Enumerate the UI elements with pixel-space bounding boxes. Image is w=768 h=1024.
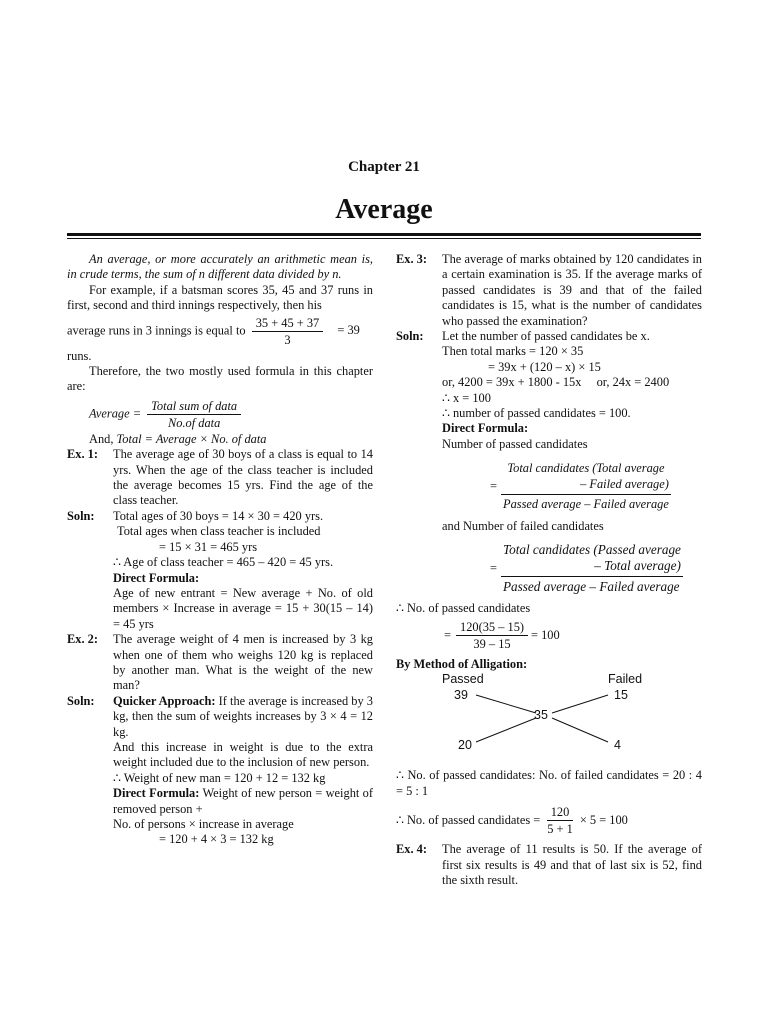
- final-passed-line: [396, 805, 702, 836]
- average-runs-prefix: average runs in 3 innings is equal to: [67, 322, 246, 337]
- solution-2-direct-formula: [113, 786, 373, 817]
- title-rule-thick: [67, 233, 701, 236]
- solution-3: [396, 329, 702, 344]
- example-3: [396, 252, 702, 329]
- solution-1-line: ∴ Age of class teacher = 465 – 420 = 45 yrs.: [113, 555, 334, 570]
- formula-passed-denominator: Passed average – Failed average: [503, 497, 669, 512]
- final-passed-prefix: ∴ No. of passed candidates =: [396, 812, 541, 827]
- solution-3-calc-fraction: [456, 620, 528, 651]
- solution-1-label: Soln:: [67, 508, 95, 523]
- example-4-text: The average of 11 results is 50. If the average of first six results is 49 and that of last six is 52, find the sixth result.: [442, 842, 702, 887]
- solution-2: [67, 694, 373, 848]
- formula-failed-numerator-line1: Total candidates (Passed average: [503, 542, 681, 558]
- formula-total-prefix: And,: [89, 431, 114, 446]
- formula-passed-numerator-line1: Total candidates (Total average: [507, 461, 665, 476]
- alligation-failed-label: Failed: [608, 672, 643, 687]
- final-passed-denominator: 5 + 1: [547, 822, 573, 837]
- solution-3-passed-label: Number of passed candidates: [442, 436, 588, 451]
- example-1-text: The average age of 30 boys of a class is equal to 14 yrs. When the age of the class teacher is included the average becomes 15 yrs. Find the age of the class teacher.: [113, 447, 373, 508]
- solution-1-line: Total ages of 30 boys = 14 × 30 = 420 yrs.: [113, 508, 324, 523]
- solution-1-line: Total ages when class teacher is included: [117, 524, 321, 539]
- average-runs-denominator: 3: [284, 332, 291, 347]
- formula-failed-numerator-line2: – Total average): [594, 558, 681, 574]
- formula-failed: = Total candidates (Passed average – Total average) Passed average – Failed average: [490, 542, 681, 595]
- solution-3-continued: [396, 344, 702, 594]
- example-1: [67, 447, 373, 509]
- solution-3-direct-formula-label: Direct Formula:: [442, 421, 529, 436]
- solution-1-body: [113, 509, 373, 632]
- example-4-label: Ex. 4:: [396, 842, 427, 857]
- formula-average-numerator: Total sum of data: [147, 399, 241, 415]
- solution-1: [67, 509, 373, 632]
- alligation-bottom-left-value: 20: [458, 738, 472, 753]
- example-2-label: Ex. 2:: [67, 632, 98, 647]
- solution-3-body: [442, 329, 702, 344]
- right-column: [396, 252, 702, 888]
- solution-1-direct-formula-label: Direct Formula:: [113, 570, 200, 585]
- formula-average: [89, 399, 373, 430]
- example-2-text: The average weight of 4 men is increased by 3 kg when one of them who weighs 120 kg is replaced by another man. What is the weight of the new man?: [113, 632, 373, 693]
- alligation-line-bottom-right: [552, 718, 608, 742]
- alligation-failed-value: 15: [614, 688, 628, 703]
- solution-3-calc-denominator: 39 – 15: [473, 636, 511, 651]
- average-runs-numerator: 35 + 45 + 37: [252, 316, 324, 332]
- solution-1-direct-formula-text: Age of new entrant = New average + No. of old members × Increase in average = 15 + 30(15 – 14) = 45 yrs: [113, 585, 373, 631]
- solution-3-line2: Then total marks = 120 × 35: [442, 344, 584, 359]
- alligation-diagram: [396, 672, 643, 768]
- solution-2-quicker-text: If the average is increased by 3 kg, then the sum of weights increases by 3 × 4 = 12 kg.: [113, 693, 373, 739]
- alligation-passed-value: 39: [454, 688, 468, 703]
- formula-failed-fraction: [501, 542, 683, 594]
- solution-2-weight-line: ∴ Weight of new man = 120 + 12 = 132 kg: [113, 770, 326, 785]
- solution-2-direct-formula-label: Direct Formula:: [113, 786, 200, 801]
- solution-3-line4: [442, 375, 702, 390]
- solution-2-direct-formula-text: Weight of new person = weight of removed person +: [113, 786, 373, 816]
- alligation-title: By Method of Alligation:: [396, 656, 528, 671]
- formula-average-denominator: No.of data: [167, 415, 221, 430]
- final-passed-fraction: [543, 805, 577, 836]
- example-paragraph: For example, if a batsman scores 35, 45 and 37 runs in first, second and third innings respectively, then his: [67, 282, 373, 313]
- formula-passed-numerator-line2: – Failed average): [580, 477, 669, 492]
- solution-3-line3: = 39x + (120 – x) × 15: [488, 359, 601, 374]
- solution-3-line6: ∴ number of passed candidates = 100.: [442, 406, 631, 421]
- ratio-text: ∴ No. of passed candidates: No. of failed candidates = 20 : 4 = 5 : 1: [396, 768, 702, 798]
- solution-2-label: Soln:: [67, 693, 95, 708]
- average-runs-result: = 39: [337, 322, 360, 337]
- final-passed-numerator: 120: [547, 805, 574, 821]
- average-runs-line: [67, 316, 373, 347]
- final-passed-suffix: × 5 = 100: [579, 812, 628, 827]
- solution-3-calc-numerator: 120(35 – 15): [456, 620, 528, 636]
- alligation-bottom-right-value: 4: [614, 738, 621, 753]
- left-column: [67, 252, 373, 848]
- solution-3-calc: = $\frac{120(35 - 15)}{39 - 15}$ = 100: [444, 619, 560, 651]
- chapter-title: Average: [335, 194, 433, 225]
- alligation-cross-lines: [396, 676, 626, 768]
- solution-3-line4b: or, 24x = 2400: [596, 375, 670, 390]
- formula-average-fraction: [147, 399, 241, 430]
- solution-3-no-passed-label: ∴ No. of passed candidates: [396, 600, 531, 615]
- title-rule-thin: [67, 238, 701, 239]
- solution-3-failed-label: and Number of failed candidates: [442, 518, 604, 533]
- average-runs-fraction: [252, 316, 324, 347]
- runs-word: runs.: [67, 348, 92, 363]
- solution-2-body: [113, 694, 373, 848]
- chapter-number: Chapter 21: [348, 159, 420, 175]
- solution-2-quicker-label: Quicker Approach:: [113, 693, 216, 708]
- alligation-line-top-left: [476, 695, 536, 713]
- solution-2-direct-formula-line3: = 120 + 4 × 3 = 132 kg: [159, 832, 274, 847]
- formula-passed-fraction: [501, 460, 671, 512]
- formula-total: Total = Average × No. of data: [116, 431, 267, 446]
- example-3-text: The average of marks obtained by 120 candidates in a certain examination is 35. If the average marks of passed candidates is 39 and that of the failed candidates is 15, what is the number of candidates who passed the examination?: [442, 252, 702, 328]
- example-3-label: Ex. 3:: [396, 252, 427, 266]
- alligation-line-top-right: [552, 695, 608, 713]
- solution-3-line1: Let the number of passed candidates be x.: [442, 329, 650, 344]
- alligation-center-value: 35: [534, 708, 548, 723]
- formula-passed: = Total candidates (Total average – Failed average) Passed average – Failed average: [490, 461, 669, 512]
- solution-1-line: = 15 × 31 = 465 yrs: [159, 539, 258, 554]
- solution-2-increase-text: And this increase in weight is due to the extra weight included due to the inclusion of new person.: [113, 739, 373, 770]
- solution-3-line5: ∴ x = 100: [442, 390, 491, 405]
- example-4: [396, 842, 702, 888]
- intro-paragraph: An average, or more accurately an arithmetic mean is, in crude terms, the sum of n different data divided by n.: [67, 252, 373, 282]
- formula-total-line: [89, 432, 373, 447]
- example-1-label: Ex. 1:: [67, 447, 98, 462]
- therefore-paragraph: Therefore, the two mostly used formula in this chapter are:: [67, 364, 373, 394]
- solution-2-quicker: [113, 694, 373, 740]
- solution-2-direct-formula-line2: No. of persons × increase in average: [113, 817, 294, 831]
- alligation-line-bottom-left: [476, 718, 536, 742]
- solution-3-line4a: or, 4200 = 39x + 1800 - 15x: [442, 375, 582, 390]
- formula-failed-denominator: Passed average – Failed average: [503, 579, 680, 595]
- formula-average-lhs: Average =: [89, 406, 142, 421]
- solution-3-calc-result: = 100: [531, 627, 560, 642]
- alligation-passed-label: Passed: [442, 672, 484, 687]
- solution-3-label: Soln:: [396, 329, 424, 344]
- example-2: [67, 632, 373, 694]
